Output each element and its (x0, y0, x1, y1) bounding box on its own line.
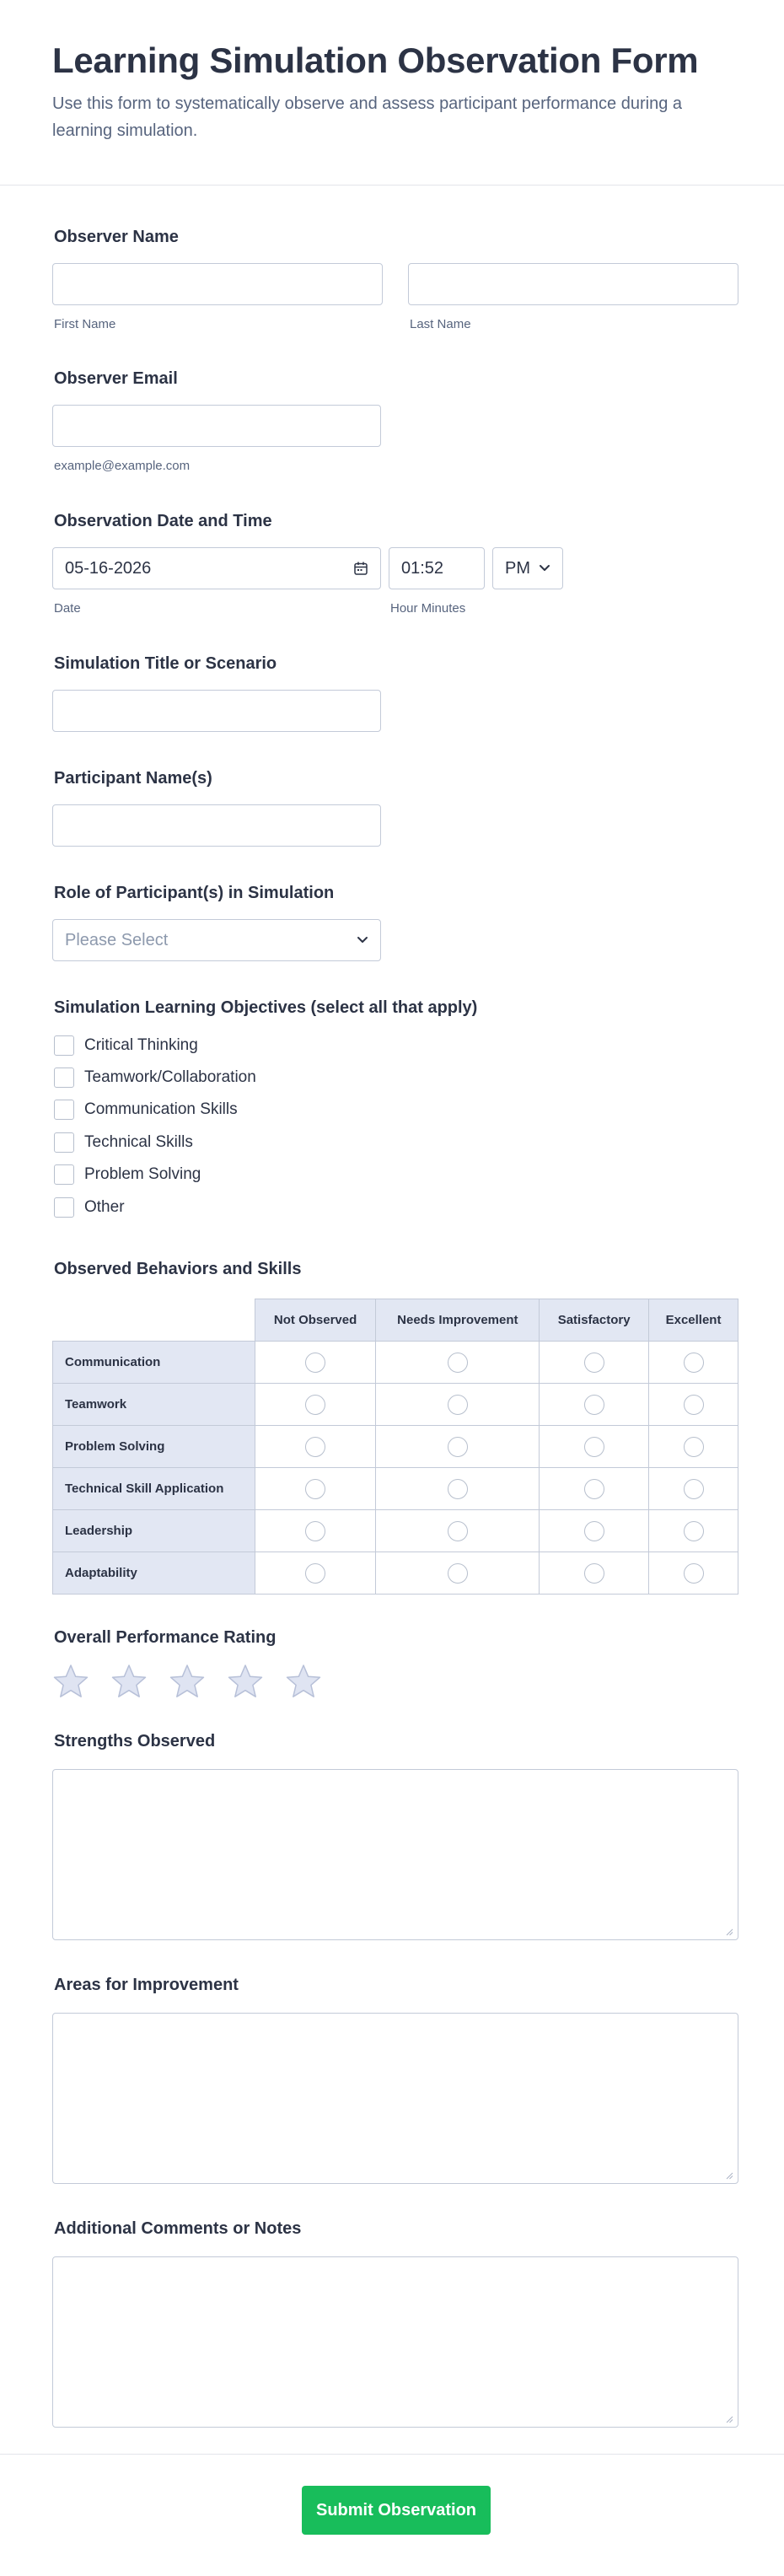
comments-label: Additional Comments or Notes (54, 2219, 302, 2238)
radio-button[interactable] (448, 1395, 468, 1415)
objective-option-label: Technical Skills (84, 1133, 193, 1151)
radio-button[interactable] (448, 1437, 468, 1457)
first-name-input[interactable] (52, 263, 383, 305)
checkbox[interactable] (54, 1068, 74, 1088)
time-input[interactable]: 01:52 (389, 547, 485, 589)
radio-button[interactable] (305, 1395, 325, 1415)
star-icon[interactable] (227, 1663, 264, 1700)
resize-handle-icon[interactable] (725, 2171, 733, 2180)
radio-button[interactable] (305, 1563, 325, 1584)
participant-role-label: Role of Participant(s) in Simulation (54, 884, 335, 902)
radio-button[interactable] (684, 1563, 704, 1584)
matrix-corner (53, 1299, 255, 1342)
objective-option[interactable] (54, 1066, 256, 1089)
radio-button[interactable] (305, 1479, 325, 1499)
matrix-row-header: Adaptability (53, 1552, 255, 1595)
radio-button[interactable] (684, 1479, 704, 1499)
date-value: 05-16-2026 (65, 558, 152, 578)
simulation-title-label: Simulation Title or Scenario (54, 654, 277, 673)
matrix-row (53, 1468, 738, 1510)
improvement-label: Areas for Improvement (54, 1976, 239, 1994)
ampm-select[interactable] (492, 547, 563, 589)
email-field[interactable] (52, 405, 381, 447)
radio-button[interactable] (584, 1563, 604, 1584)
star-icon[interactable] (52, 1663, 89, 1700)
checkbox[interactable] (54, 1132, 74, 1153)
rating-label: Overall Performance Rating (54, 1628, 277, 1647)
matrix-row-header: Technical Skill Application (53, 1468, 255, 1510)
matrix-row (53, 1384, 738, 1426)
form-header (0, 0, 784, 186)
objective-option[interactable] (54, 1131, 193, 1154)
radio-button[interactable] (305, 1353, 325, 1373)
checkbox[interactable] (54, 1164, 74, 1185)
matrix-row-header: Problem Solving (53, 1426, 255, 1468)
matrix-column-header: Not Observed (255, 1299, 376, 1342)
radio-button[interactable] (584, 1395, 604, 1415)
date-sublabel: Date (54, 601, 81, 616)
participant-role-select[interactable] (52, 919, 381, 961)
star-icon[interactable] (169, 1663, 206, 1700)
radio-button[interactable] (305, 1437, 325, 1457)
radio-button[interactable] (684, 1521, 704, 1541)
participant-names-label: Participant Name(s) (54, 769, 212, 788)
observation-datetime-label: Observation Date and Time (54, 512, 272, 530)
radio-button[interactable] (684, 1353, 704, 1373)
matrix-row (53, 1510, 738, 1552)
checkbox[interactable] (54, 1100, 74, 1120)
form-subtitle: Use this form to systematically observe and assess participant performance during a learning simulation. (52, 94, 683, 140)
submit-button[interactable]: Submit Observation (302, 2486, 491, 2535)
chevron-down-icon (539, 564, 550, 573)
objective-option-label: Problem Solving (84, 1165, 201, 1183)
participant-role-placeholder: Please Select (65, 930, 169, 949)
participant-names-input[interactable] (52, 804, 381, 847)
form-title: Learning Simulation Observation Form (52, 40, 699, 80)
observer-name-label: Observer Name (54, 228, 179, 246)
simulation-title-input[interactable] (52, 690, 381, 732)
objectives-label: Simulation Learning Objectives (select all that apply) (54, 998, 478, 1017)
objective-option[interactable] (54, 1163, 201, 1186)
objective-option[interactable] (54, 1034, 198, 1057)
radio-button[interactable] (305, 1521, 325, 1541)
footer-divider (0, 2454, 784, 2455)
behaviors-matrix (52, 1299, 738, 1595)
email-sublabel: example@example.com (54, 459, 191, 473)
radio-button[interactable] (448, 1353, 468, 1373)
radio-button[interactable] (584, 1353, 604, 1373)
objective-option[interactable] (54, 1098, 238, 1121)
star-icon[interactable] (285, 1663, 322, 1700)
star-icon[interactable] (110, 1663, 148, 1700)
radio-button[interactable] (584, 1479, 604, 1499)
objective-option-label: Critical Thinking (84, 1036, 198, 1054)
last-name-sublabel: Last Name (410, 317, 471, 331)
radio-button[interactable] (448, 1479, 468, 1499)
date-input[interactable] (52, 547, 381, 589)
objective-option-label: Communication Skills (84, 1100, 238, 1118)
calendar-icon[interactable] (353, 561, 368, 576)
last-name-input[interactable] (408, 263, 738, 305)
first-name-sublabel: First Name (54, 317, 116, 331)
ampm-value: PM (505, 558, 530, 578)
strengths-textarea[interactable] (52, 1769, 738, 1940)
matrix-row-header: Communication (53, 1342, 255, 1384)
improvement-textarea[interactable] (52, 2013, 738, 2184)
chevron-down-icon (357, 936, 368, 944)
radio-button[interactable] (584, 1521, 604, 1541)
observer-email-label: Observer Email (54, 369, 178, 388)
matrix-row-header: Teamwork (53, 1384, 255, 1426)
radio-button[interactable] (448, 1563, 468, 1584)
matrix-row (53, 1342, 738, 1384)
strengths-label: Strengths Observed (54, 1732, 216, 1750)
radio-button[interactable] (684, 1437, 704, 1457)
matrix-column-header: Needs Improvement (376, 1299, 540, 1342)
behaviors-label: Observed Behaviors and Skills (54, 1260, 302, 1278)
checkbox[interactable] (54, 1035, 74, 1056)
matrix-column-header: Excellent (649, 1299, 738, 1342)
radio-button[interactable] (448, 1521, 468, 1541)
checkbox[interactable] (54, 1197, 74, 1218)
comments-textarea[interactable] (52, 2256, 738, 2428)
matrix-row-header: Leadership (53, 1510, 255, 1552)
matrix-row (53, 1426, 738, 1468)
objective-option[interactable] (54, 1196, 125, 1219)
matrix-row (53, 1552, 738, 1595)
resize-handle-icon[interactable] (725, 1928, 733, 1936)
radio-button[interactable] (584, 1437, 604, 1457)
resize-handle-icon[interactable] (725, 2415, 733, 2423)
time-sublabel: Hour Minutes (390, 601, 466, 616)
objective-option-label: Teamwork/Collaboration (84, 1068, 256, 1086)
matrix-column-header: Satisfactory (540, 1299, 649, 1342)
radio-button[interactable] (684, 1395, 704, 1415)
objective-option-label: Other (84, 1198, 125, 1216)
star-rating (52, 1663, 343, 1700)
